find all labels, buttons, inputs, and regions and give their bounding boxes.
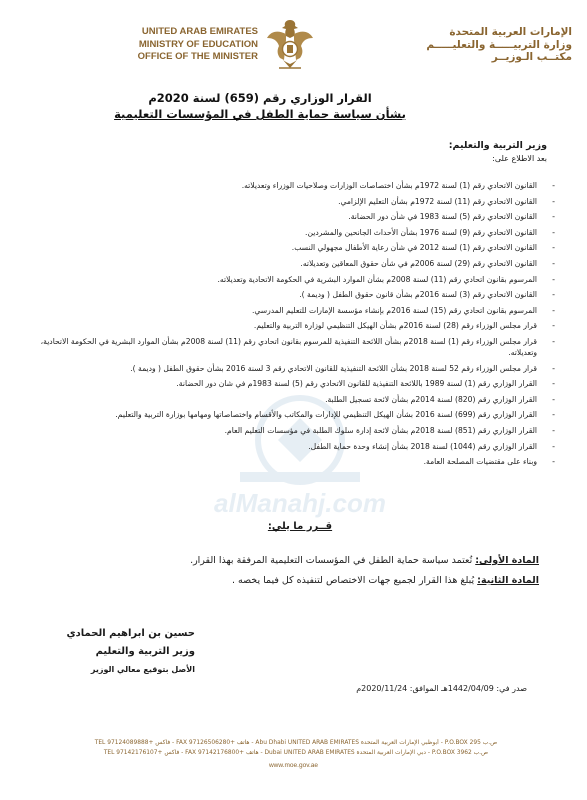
list-item: - القانون الاتحادي رقم (9) لسنة 1976 بشأن الأحداث الجانحين والمشردين.: [305, 227, 555, 237]
country-name-en: UNITED ARAB EMIRATES: [141, 26, 258, 37]
decree-heading: قــرر ما يلي:: [267, 521, 333, 532]
ministry-name-en: MINISTRY OF EDUCATION: [138, 38, 258, 50]
footer-address-dubai: ص.ب 3962 P.O.BOX - دبي الإمارات العربية المتحدة Dubai UNITED ARAB EMIRATES - هاتف +97142176800 FAX - فاكس +97142176107 TEL: [103, 750, 489, 756]
signature-note: الأصل بتوقيع معالي الوزير: [90, 665, 195, 674]
decision-title: القرار الوزاري رقم (659) لسنة 2020م: [148, 91, 372, 105]
list-item: - قرار مجلس الوزراء رقم 52 لسنة 2018 بشأن اللائحة التنفيذية للقانون الاتحادي رقم 3 لسنة 2016 بشأن حقوق الطفل ( وديمة ).: [130, 363, 555, 373]
legal-references-list: [19, 180, 559, 472]
decision-subtitle: بشأن سياسة حماية الطفل في المؤسسات التعليمية: [114, 107, 406, 121]
list-item: - القرار الوزاري رقم (820) لسنة 2014م بشأن لائحة تسجيل الطلبة.: [325, 394, 555, 404]
bullet-dash-icon: -: [552, 425, 555, 435]
list-item: - وبناء على مقتضيات المصلحة العامة.: [423, 457, 555, 467]
letterhead-english: [18, 26, 258, 64]
after-review-text: بعد الاطلاع على:: [492, 154, 547, 163]
footer-website-link[interactable]: www.moe.gov.ae: [268, 762, 318, 769]
list-item: - القانون الاتحادي رقم (5) لسنة 1983 في شأن دور الحضانة.: [348, 212, 555, 222]
list-item: - القرار الوزاري رقم (851) لسنة 2018م بشأن لائحة إدارة سلوك الطلبة في مؤسسات التعليم العام.: [224, 425, 555, 435]
office-name-en: OFFICE OF THE MINISTER: [137, 51, 258, 62]
office-name-ar: مكتــب الـوزيــر: [491, 51, 572, 63]
bullet-dash-icon: -: [552, 212, 555, 222]
article-second-text: يُبلغ هذا القرار لجميع جهات الاختصاص لتنفيذه كل فيما يخصه .: [231, 575, 478, 586]
article-second: [39, 571, 539, 591]
letterhead-arabic: [320, 26, 572, 64]
bullet-dash-icon: -: [552, 363, 555, 373]
list-item: - القرار الوزاري رقم (1044) لسنة 2018 بشأن إنشاء وحدة حماية الطفل.: [308, 441, 555, 451]
article-first-label: المادة الأولى:: [475, 555, 539, 566]
preamble: [47, 139, 547, 165]
articles: [39, 551, 539, 591]
list-item: - القرار الوزاري رقم (1) لسنة 1989 باللائحة التنفيذية للقانون الاتحادي رقم (5) لسنة 1983م في شان دور الحضانة.: [176, 379, 555, 389]
bullet-dash-icon: -: [552, 394, 555, 404]
list-item: - القانون الاتحادي رقم (29) لسنة 2006م في شأن حقوق المعاقين وتعديلاته.: [300, 258, 555, 268]
decision-title-block: [60, 90, 460, 122]
footer: [0, 735, 587, 795]
ministry-name-ar: وزارة التربيـــــة والتعليـــــم: [426, 38, 572, 51]
bullet-dash-icon: -: [552, 227, 555, 237]
list-item: - القانون الاتحادي رقم (1) لسنة 1972م بشأن اختصاصات الوزارات وصلاحيات الوزراء وتعديلاته.: [241, 181, 555, 190]
list-item: - القانون الاتحادي رقم (3) لسنة 2016م بشأن قانون حقوق الطفل ( وديمة ).: [299, 290, 555, 300]
watermark-text: alManahj.com: [214, 488, 386, 518]
letterhead: [0, 0, 587, 82]
article-first: [39, 551, 539, 571]
issue-date: صدر في: 1442/04/09هـ الموافق: 2020/11/24م: [356, 684, 527, 693]
bullet-dash-icon: -: [552, 441, 555, 451]
bullet-dash-icon: -: [552, 410, 555, 420]
bullet-dash-icon: -: [552, 181, 555, 190]
bullet-dash-icon: -: [552, 290, 555, 300]
article-second-label: المادة الثانية:: [477, 575, 539, 586]
list-item: - قرار مجلس الوزراء رقم (1) لسنة 2018م بشأن اللائحة التنفيذية للمرسوم بقانون اتحادي رقم (11) لسنة 2008م بشأن الموارد البشرية في الحكومة الاتحادية، وتعديلاته.: [40, 336, 555, 357]
bullet-dash-icon: -: [552, 305, 555, 315]
uae-emblem-icon: [265, 16, 315, 72]
minister-heading: وزير التربية والتعليم:: [448, 140, 547, 151]
list-item: - القرار الوزاري رقم (699) لسنة 2016 بشأن الهيكل التنظيمي للإدارات والمكاتب والأقسام واختصاصاتها ومهامها بوزارة التربية والتعليم.: [115, 410, 555, 420]
article-first-text: تُعتمد سياسة حماية الطفل في المؤسسات التعليمية المرفقة بهذا القرار.: [190, 555, 476, 566]
footer-address-abudhabi: ص.ب 295 P.O.BOX - أبوظبي الإمارات العربية المتحدة Abu Dhabi UNITED ARAB EMIRATES - هاتف +97126506280 FAX - فاكس +97124089888 TEL: [94, 740, 498, 746]
bullet-dash-icon: -: [552, 321, 555, 331]
bullet-dash-icon: -: [552, 457, 555, 467]
list-item: - القانون الاتحادي رقم (1) لسنة 2012 في شأن رعاية الأطفال مجهولي النسب.: [291, 243, 555, 253]
minister-title: وزير التربية والتعليم: [95, 646, 195, 657]
bullet-dash-icon: -: [552, 379, 555, 389]
list-item: - المرسوم بقانون اتحادي رقم (11) لسنة 2008م بشأن الموارد البشرية في الحكومة الاتحادية وتعديلاته.: [217, 274, 555, 284]
list-item: - قرار مجلس الوزراء رقم (28) لسنة 2016م بشأن الهيكل التنظيمي لوزارة التربية والتعليم.: [253, 321, 555, 331]
country-name-ar: الإمارات العربية المتحدة: [449, 26, 572, 38]
minister-name: حسين بن ابراهيم الحمادي: [66, 628, 195, 639]
bullet-dash-icon: -: [552, 274, 555, 284]
signature-block: [35, 625, 195, 679]
bullet-dash-icon: -: [552, 243, 555, 253]
bullet-dash-icon: -: [552, 258, 555, 268]
bullet-dash-icon: -: [552, 336, 555, 346]
list-item: - المرسوم بقانون اتحادي رقم (15) لسنة 2016م بإنشاء مؤسسة الإمارات للتعليم المدرسي.: [252, 305, 555, 315]
list-item: - القانون الاتحادي رقم (11) لسنة 1972م بشأن التعليم الإلزامي.: [338, 196, 555, 206]
bullet-dash-icon: -: [552, 196, 555, 206]
